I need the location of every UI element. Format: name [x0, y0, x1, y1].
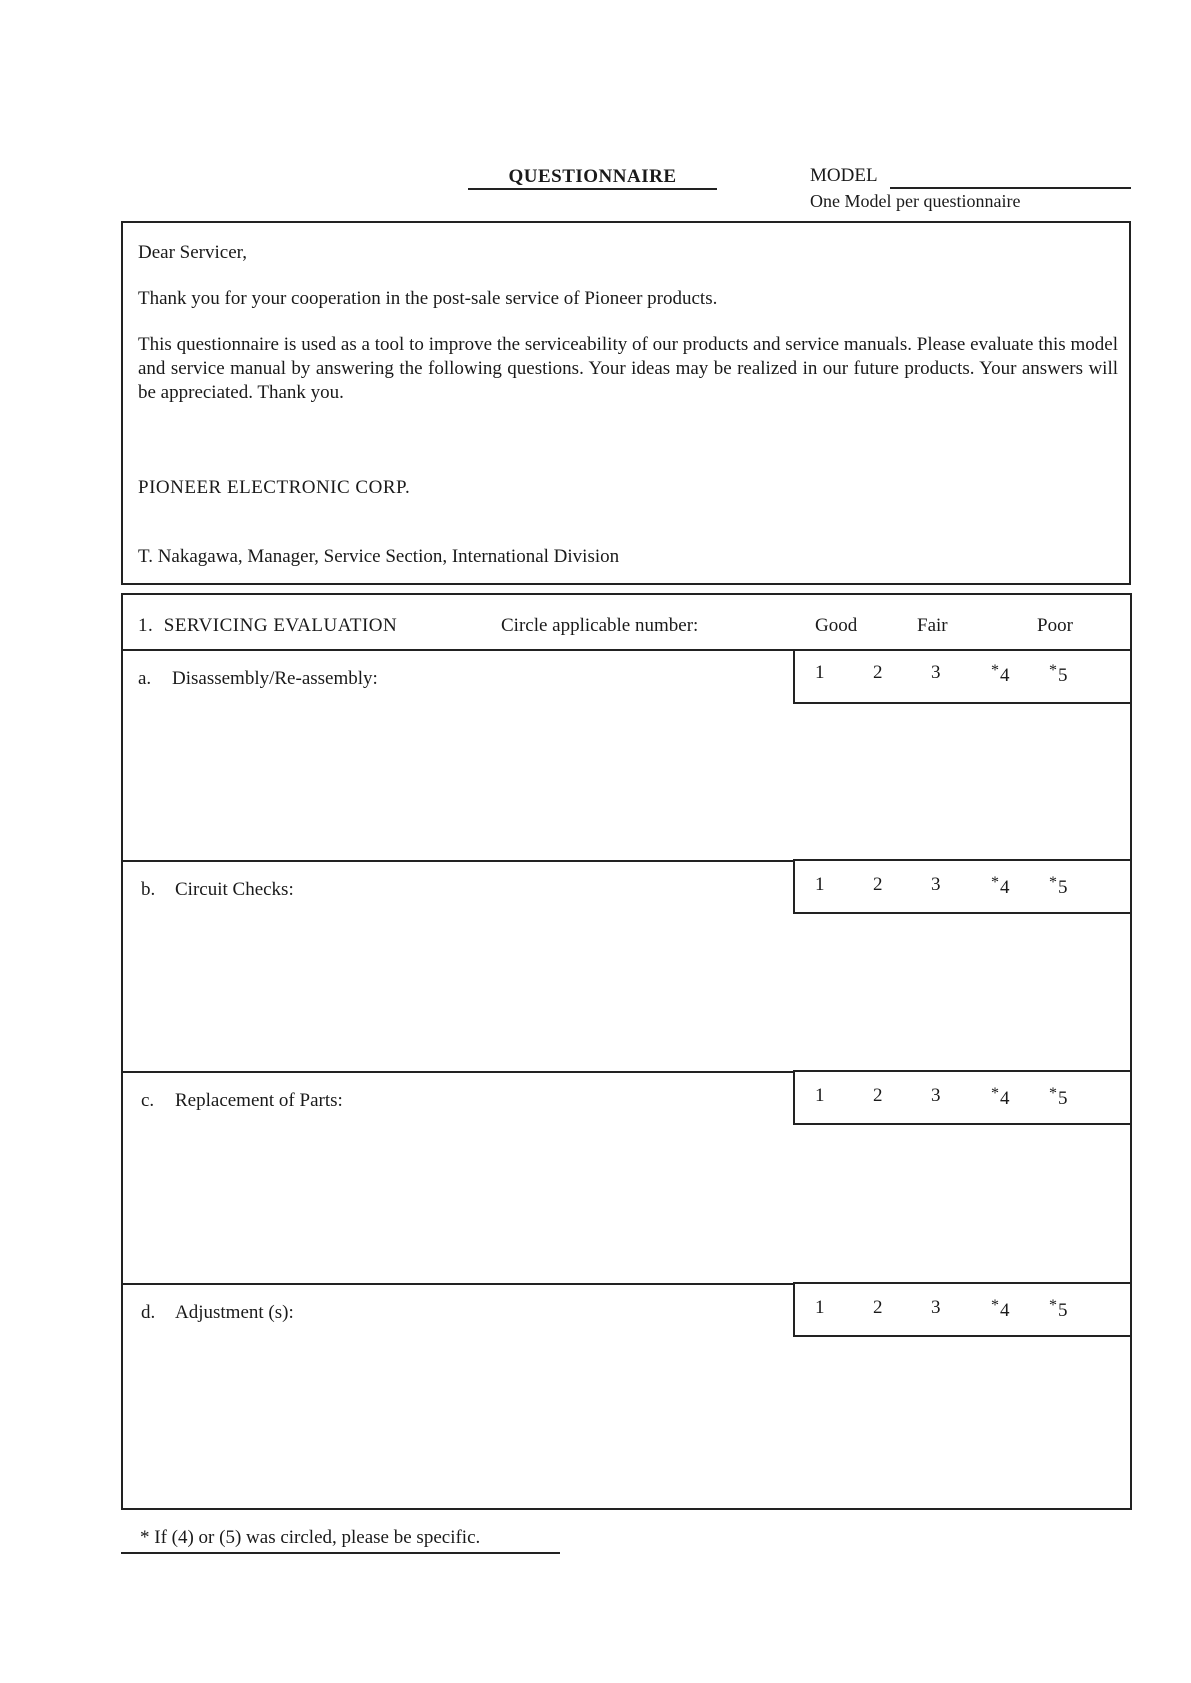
- rating-3[interactable]: 3: [931, 1297, 941, 1318]
- section-title: SERVICING EVALUATION: [163, 615, 398, 636]
- letter-body: This questionnaire is used as a tool to improve the serviceability of our products and service manuals. Please evaluate this model and service manual by answering the following questions. Your ideas may be realized in our future products. Your answers will be appreciated. Thank you.: [138, 334, 1118, 403]
- rating-4-value: 4: [1000, 1088, 1010, 1109]
- asterisk: *: [991, 662, 999, 679]
- rating-5[interactable]: [1049, 1085, 1068, 1110]
- rating-5[interactable]: [1049, 874, 1068, 899]
- asterisk: *: [991, 1297, 999, 1314]
- row-divider: [123, 1071, 793, 1073]
- model-field[interactable]: [890, 187, 1131, 189]
- rating-4-value: 4: [1000, 1300, 1010, 1321]
- rating-1[interactable]: 1: [815, 1085, 825, 1106]
- rating-row-adjustments: [793, 1282, 1130, 1337]
- scale-poor-label: Poor: [1037, 615, 1073, 636]
- rating-1[interactable]: 1: [815, 662, 825, 683]
- questionnaire-title: QUESTIONNAIRE: [508, 166, 677, 187]
- rating-5[interactable]: [1049, 1297, 1068, 1322]
- rating-1[interactable]: 1: [815, 1297, 825, 1318]
- item-letter: d.: [141, 1302, 156, 1323]
- rating-row-replacement-of-parts: [793, 1070, 1130, 1125]
- rating-4[interactable]: [991, 1085, 1010, 1110]
- asterisk: *: [991, 874, 999, 891]
- row-divider: [123, 860, 793, 862]
- item-label-adjustments: [141, 1302, 294, 1324]
- rating-5-value: 5: [1058, 877, 1068, 898]
- rating-3[interactable]: 3: [931, 662, 941, 683]
- asterisk: *: [1049, 662, 1057, 679]
- item-label-replacement-of-parts: [141, 1090, 343, 1112]
- rating-2[interactable]: 2: [873, 662, 883, 683]
- scale-good-label: Good: [815, 615, 858, 636]
- asterisk: *: [1049, 1085, 1057, 1102]
- row-divider: [123, 1283, 793, 1285]
- footnote: * If (4) or (5) was circled, please be specific.: [140, 1527, 481, 1548]
- letter-greeting: Dear Servicer,: [138, 242, 247, 263]
- section-number: 1.: [138, 615, 154, 636]
- scale-fair-label: Fair: [917, 615, 948, 636]
- item-text: Replacement of Parts:: [175, 1090, 343, 1111]
- rating-2[interactable]: 2: [873, 874, 883, 895]
- item-text: Adjustment (s):: [175, 1302, 294, 1323]
- rating-4-value: 4: [1000, 877, 1010, 898]
- asterisk: *: [991, 1085, 999, 1102]
- rating-2[interactable]: 2: [873, 1085, 883, 1106]
- item-letter: a.: [138, 668, 152, 689]
- asterisk: *: [1049, 874, 1057, 891]
- rating-4[interactable]: [991, 874, 1010, 899]
- rating-instruction: Circle applicable number:: [501, 615, 699, 636]
- rating-row-disassembly: [793, 649, 1130, 704]
- model-label: MODEL: [810, 165, 878, 186]
- rating-5[interactable]: [1049, 662, 1068, 687]
- rating-4[interactable]: [991, 1297, 1010, 1322]
- rating-5-value: 5: [1058, 1088, 1068, 1109]
- item-letter: b.: [141, 879, 156, 900]
- letter-box: [121, 221, 1131, 585]
- section-heading: [138, 615, 397, 637]
- item-text: Circuit Checks:: [175, 879, 294, 900]
- footnote-underline: [121, 1552, 560, 1554]
- rating-4[interactable]: [991, 662, 1010, 687]
- model-note: One Model per questionnaire: [810, 191, 1021, 211]
- rating-1[interactable]: 1: [815, 874, 825, 895]
- letter-signature: T. Nakagawa, Manager, Service Section, International Division: [138, 546, 620, 567]
- item-label-disassembly: [138, 668, 378, 690]
- item-letter: c.: [141, 1090, 155, 1111]
- rating-3[interactable]: 3: [931, 874, 941, 895]
- rating-2[interactable]: 2: [873, 1297, 883, 1318]
- rating-5-value: 5: [1058, 665, 1068, 686]
- company-name: PIONEER ELECTRONIC CORP.: [138, 477, 411, 498]
- rating-4-value: 4: [1000, 665, 1010, 686]
- title-underline: [468, 188, 717, 190]
- rating-row-circuit-checks: [793, 859, 1130, 914]
- servicing-evaluation-section: [121, 593, 1132, 1510]
- rating-5-value: 5: [1058, 1300, 1068, 1321]
- item-label-circuit-checks: [141, 879, 294, 901]
- item-text: Disassembly/Re-assembly:: [172, 668, 378, 689]
- rating-3[interactable]: 3: [931, 1085, 941, 1106]
- asterisk: *: [1049, 1297, 1057, 1314]
- letter-thanks: Thank you for your cooperation in the post-sale service of Pioneer products.: [138, 288, 718, 309]
